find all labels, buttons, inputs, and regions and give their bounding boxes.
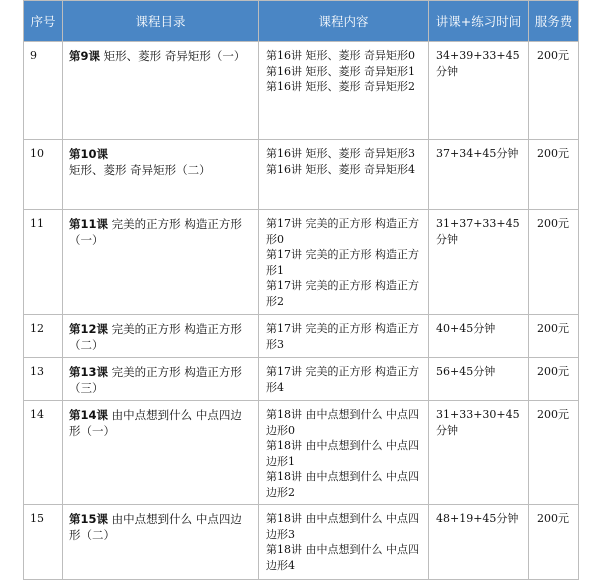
course-content (259, 315, 429, 358)
header-time: 讲课+练习时间 (429, 1, 529, 42)
row-index: 13 (24, 358, 63, 401)
row-index: 14 (24, 401, 63, 505)
header-row (24, 1, 579, 42)
lecture-item: 第17讲 完美的正方形 构造正方形2 (266, 279, 419, 308)
table-row (24, 140, 579, 210)
lesson-number: 第14课 (69, 408, 109, 422)
lecture-item: 第17讲 完美的正方形 构造正方形0 (266, 217, 419, 246)
course-content (259, 42, 429, 140)
row-index: 10 (24, 140, 63, 210)
lecture-item: 第17讲 完美的正方形 构造正方形3 (266, 322, 419, 351)
lesson-time: 37+34+45分钟 (429, 140, 529, 210)
course-content (259, 210, 429, 315)
table-row (24, 42, 579, 140)
header-index: 序号 (24, 1, 63, 42)
service-fee: 200元 (529, 505, 579, 580)
lesson-time: 40+45分钟 (429, 315, 529, 358)
lesson-number: 第11课 (69, 217, 109, 231)
header-fee: 服务费 (529, 1, 579, 42)
service-fee: 200元 (529, 140, 579, 210)
header-content: 课程内容 (259, 1, 429, 42)
lecture-item: 第16讲 矩形、菱形 奇异矩形0 (266, 49, 415, 62)
lesson-topic: 由中点想到什么 中点四边形（一） (69, 408, 242, 438)
lecture-item: 第18讲 由中点想到什么 中点四边形4 (266, 543, 419, 572)
lecture-item: 第18讲 由中点想到什么 中点四边形1 (266, 439, 419, 468)
lesson-time: 48+19+45分钟 (429, 505, 529, 580)
course-title (63, 505, 259, 580)
lecture-item: 第18讲 由中点想到什么 中点四边形3 (266, 512, 419, 541)
course-content (259, 401, 429, 505)
course-title (63, 210, 259, 315)
header-course: 课程目录 (63, 1, 259, 42)
lesson-time: 34+39+33+45分钟 (429, 42, 529, 140)
row-index: 11 (24, 210, 63, 315)
row-index: 9 (24, 42, 63, 140)
course-title (63, 140, 259, 210)
table-row (24, 210, 579, 315)
table-row (24, 315, 579, 358)
lesson-time: 56+45分钟 (429, 358, 529, 401)
lesson-topic: 完美的正方形 构造正方形（一） (69, 217, 242, 247)
table-row (24, 505, 579, 580)
lesson-number: 第12课 (69, 322, 109, 336)
lecture-item: 第17讲 完美的正方形 构造正方形1 (266, 248, 419, 277)
lesson-topic: 完美的正方形 构造正方形（二） (69, 322, 242, 352)
row-index: 12 (24, 315, 63, 358)
lesson-time: 31+37+33+45分钟 (429, 210, 529, 315)
lecture-item: 第16讲 矩形、菱形 奇异矩形3 (266, 147, 415, 160)
row-index: 15 (24, 505, 63, 580)
lesson-topic: 矩形、菱形 奇异矩形（一） (100, 49, 246, 63)
lecture-item: 第16讲 矩形、菱形 奇异矩形2 (266, 80, 415, 93)
lecture-item: 第16讲 矩形、菱形 奇异矩形1 (266, 64, 415, 78)
table-row (24, 401, 579, 505)
course-title (63, 315, 259, 358)
lesson-time: 31+33+30+45分钟 (429, 401, 529, 505)
service-fee: 200元 (529, 210, 579, 315)
lesson-number: 第9课 (69, 49, 101, 63)
lecture-item: 第16讲 矩形、菱形 奇异矩形4 (266, 162, 415, 176)
lesson-topic: 由中点想到什么 中点四边形（二） (69, 512, 242, 542)
course-title (63, 358, 259, 401)
lesson-number: 第13课 (69, 365, 109, 379)
table-header (24, 1, 579, 42)
table-body (24, 42, 579, 580)
service-fee: 200元 (529, 315, 579, 358)
course-content (259, 358, 429, 401)
course-table (23, 0, 579, 580)
lesson-number: 第10课 (69, 147, 109, 161)
lesson-topic: 矩形、菱形 奇异矩形（二） (69, 163, 211, 177)
course-title (63, 42, 259, 140)
service-fee: 200元 (529, 401, 579, 505)
lecture-item: 第17讲 完美的正方形 构造正方形4 (266, 365, 419, 394)
course-content (259, 505, 429, 580)
table-row (24, 358, 579, 401)
lecture-item: 第18讲 由中点想到什么 中点四边形0 (266, 408, 419, 437)
service-fee: 200元 (529, 358, 579, 401)
course-content (259, 140, 429, 210)
service-fee: 200元 (529, 42, 579, 140)
course-title (63, 401, 259, 505)
lesson-topic: 完美的正方形 构造正方形（三） (69, 365, 242, 395)
lecture-item: 第18讲 由中点想到什么 中点四边形2 (266, 470, 419, 499)
lesson-number: 第15课 (69, 512, 109, 526)
